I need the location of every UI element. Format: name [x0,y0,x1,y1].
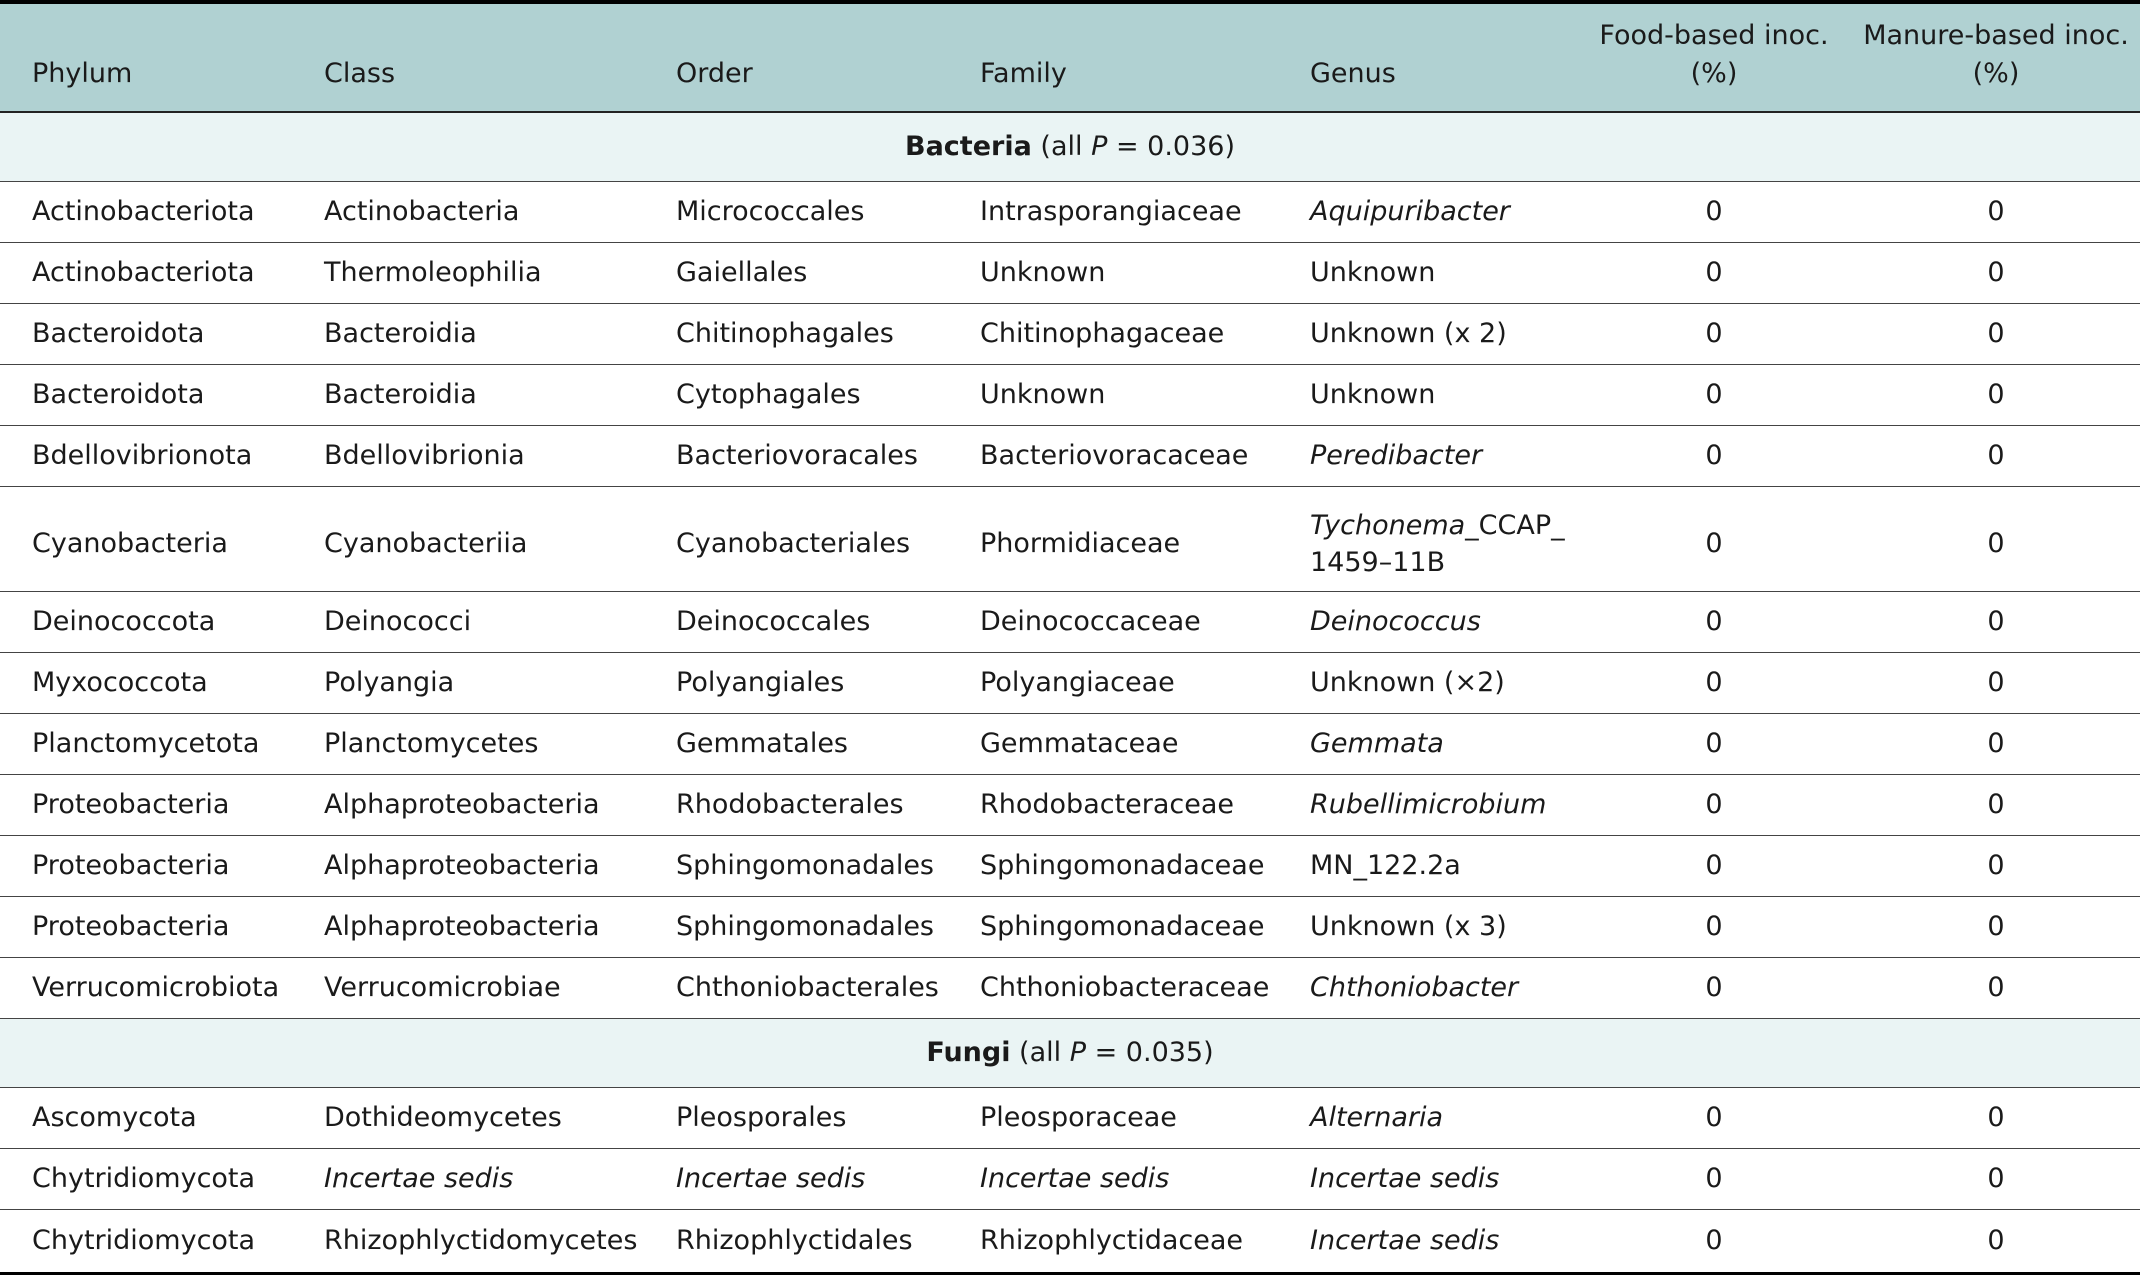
table-row [0,1088,2140,1149]
cell-class: Deinococci [292,592,644,653]
cell-genus: Unknown (x 2) [1278,304,1576,365]
cell-manure-based: 0 [1852,1088,2140,1149]
cell-manure-based: 0 [1852,304,2140,365]
cell-order: Chitinophagales [644,304,948,365]
cell-manure-based: 0 [1852,365,2140,426]
cell-order: Sphingomonadales [644,836,948,897]
header-row [0,2,2140,112]
cell-manure-based: 0 [1852,775,2140,836]
cell-genus: Unknown [1278,243,1576,304]
cell-food-based: 0 [1576,243,1852,304]
cell-class: Planctomycetes [292,714,644,775]
cell-food-based: 0 [1576,426,1852,487]
table-row [0,958,2140,1019]
cell-family: Unknown [948,365,1278,426]
cell-genus: Unknown (×2) [1278,653,1576,714]
table-row [0,365,2140,426]
section-stat-var: P [1091,131,1108,162]
section-heading [0,112,2140,182]
cell-class: Rhizophlyctidomycetes [292,1210,644,1274]
cell-food-based: 0 [1576,487,1852,592]
cell-family: Rhodobacteraceae [948,775,1278,836]
table-row [0,714,2140,775]
cell-phylum: Actinobacteriota [0,182,292,243]
cell-food-based: 0 [1576,775,1852,836]
cell-family: Sphingomonadaceae [948,836,1278,897]
header-phylum: Phylum [32,58,133,89]
table-header [0,2,2140,112]
table-row [0,1210,2140,1274]
cell-family: Pleosporaceae [948,1088,1278,1149]
cell-food-based: 0 [1576,1149,1852,1210]
cell-family: Chitinophagaceae [948,304,1278,365]
section-name: Bacteria [905,131,1032,162]
section-stat-prefix: (all [1010,1037,1070,1068]
genus-rest: _CCAP_ 1459–11B [1310,510,1565,578]
header-order: Order [676,58,753,89]
cell-order: Rhizophlyctidales [644,1210,948,1274]
cell-class: Thermoleophilia [292,243,644,304]
cell-class: Bdellovibrionia [292,426,644,487]
header-food-based: Food-based inoc. (%) [1599,20,1829,89]
cell-phylum: Planctomycetota [0,714,292,775]
cell-class: Alphaproteobacteria [292,836,644,897]
cell-genus: MN_122.2a [1278,836,1576,897]
cell-order: Deinococcales [644,592,948,653]
table-row [0,836,2140,897]
header-family: Family [980,58,1067,89]
cell-phylum: Bacteroidota [0,304,292,365]
cell-phylum: Proteobacteria [0,836,292,897]
cell-class: Cyanobacteriia [292,487,644,592]
cell-phylum: Chytridiomycota [0,1210,292,1274]
cell-family: Intrasporangiaceae [948,182,1278,243]
cell-phylum: Cyanobacteria [0,487,292,592]
table-row [0,182,2140,243]
cell-order: Rhodobacterales [644,775,948,836]
table-row [0,426,2140,487]
cell-food-based: 0 [1576,714,1852,775]
cell-genus: Peredibacter [1278,426,1576,487]
cell-food-based: 0 [1576,592,1852,653]
cell-phylum: Verrucomicrobiota [0,958,292,1019]
cell-food-based: 0 [1576,1210,1852,1274]
table-row [0,304,2140,365]
cell-genus: Incertae sedis [1278,1149,1576,1210]
cell-phylum: Deinococcota [0,592,292,653]
cell-genus: Rubellimicrobium [1278,775,1576,836]
cell-phylum: Ascomycota [0,1088,292,1149]
cell-family: Polyangiaceae [948,653,1278,714]
table-row [0,592,2140,653]
section-name: Fungi [926,1037,1011,1068]
cell-manure-based: 0 [1852,592,2140,653]
cell-class: Bacteroidia [292,304,644,365]
table-row [0,653,2140,714]
cell-order: Pleosporales [644,1088,948,1149]
cell-phylum: Actinobacteriota [0,243,292,304]
table-row [0,487,2140,592]
cell-phylum: Bdellovibrionota [0,426,292,487]
cell-food-based: 0 [1576,182,1852,243]
cell-food-based: 0 [1576,365,1852,426]
section-stat-suffix: = 0.036) [1107,131,1235,162]
genus-italic-part: Tychonema [1310,510,1466,541]
cell-genus: Unknown (x 3) [1278,897,1576,958]
cell-order: Polyangiales [644,653,948,714]
table-row [0,243,2140,304]
section-stat-prefix: (all [1031,131,1092,162]
cell-genus: Deinococcus [1278,592,1576,653]
table-body [0,112,2140,1274]
section-row [0,1019,2140,1088]
cell-class: Alphaproteobacteria [292,775,644,836]
cell-manure-based: 0 [1852,897,2140,958]
cell-order: Cyanobacteriales [644,487,948,592]
table-row [0,775,2140,836]
cell-order: Micrococcales [644,182,948,243]
cell-manure-based: 0 [1852,1149,2140,1210]
cell-class: Dothideomycetes [292,1088,644,1149]
cell-phylum: Bacteroidota [0,365,292,426]
cell-order: Bacteriovoracales [644,426,948,487]
cell-genus: Aquipuribacter [1278,182,1576,243]
header-genus: Genus [1310,58,1396,89]
cell-family: Rhizophlyctidaceae [948,1210,1278,1274]
cell-food-based: 0 [1576,897,1852,958]
cell-phylum: Myxococcota [0,653,292,714]
table-row [0,1149,2140,1210]
cell-food-based: 0 [1576,1088,1852,1149]
cell-genus [1278,487,1576,592]
cell-manure-based: 0 [1852,487,2140,592]
cell-genus: Gemmata [1278,714,1576,775]
header-manure-based: Manure-based inoc. (%) [1863,20,2129,89]
cell-manure-based: 0 [1852,243,2140,304]
cell-manure-based: 0 [1852,1210,2140,1274]
cell-family: Incertae sedis [948,1149,1278,1210]
cell-genus: Alternaria [1278,1088,1576,1149]
cell-class: Bacteroidia [292,365,644,426]
cell-family: Chthoniobacteraceae [948,958,1278,1019]
cell-manure-based: 0 [1852,958,2140,1019]
header-class: Class [324,58,396,89]
cell-order: Incertae sedis [644,1149,948,1210]
cell-class: Actinobacteria [292,182,644,243]
cell-food-based: 0 [1576,958,1852,1019]
cell-family: Bacteriovoracaceae [948,426,1278,487]
cell-genus: Unknown [1278,365,1576,426]
cell-food-based: 0 [1576,836,1852,897]
cell-order: Gaiellales [644,243,948,304]
cell-family: Sphingomonadaceae [948,897,1278,958]
section-stat-var: P [1069,1037,1087,1068]
cell-class: Incertae sedis [292,1149,644,1210]
cell-food-based: 0 [1576,653,1852,714]
cell-manure-based: 0 [1852,653,2140,714]
table-row [0,897,2140,958]
cell-genus: Incertae sedis [1278,1210,1576,1274]
cell-genus: Chthoniobacter [1278,958,1576,1019]
cell-manure-based: 0 [1852,426,2140,487]
section-stat-suffix: = 0.035) [1086,1037,1214,1068]
cell-class: Verrucomicrobiae [292,958,644,1019]
section-heading [0,1019,2140,1088]
cell-family: Gemmataceae [948,714,1278,775]
cell-phylum: Proteobacteria [0,897,292,958]
cell-order: Cytophagales [644,365,948,426]
cell-phylum: Proteobacteria [0,775,292,836]
cell-manure-based: 0 [1852,836,2140,897]
cell-family: Deinococcaceae [948,592,1278,653]
cell-class: Polyangia [292,653,644,714]
cell-order: Sphingomonadales [644,897,948,958]
cell-manure-based: 0 [1852,714,2140,775]
cell-family: Phormidiaceae [948,487,1278,592]
cell-manure-based: 0 [1852,182,2140,243]
cell-phylum: Chytridiomycota [0,1149,292,1210]
cell-food-based: 0 [1576,304,1852,365]
cell-order: Gemmatales [644,714,948,775]
section-row [0,112,2140,182]
cell-family: Unknown [948,243,1278,304]
cell-class: Alphaproteobacteria [292,897,644,958]
cell-order: Chthoniobacterales [644,958,948,1019]
